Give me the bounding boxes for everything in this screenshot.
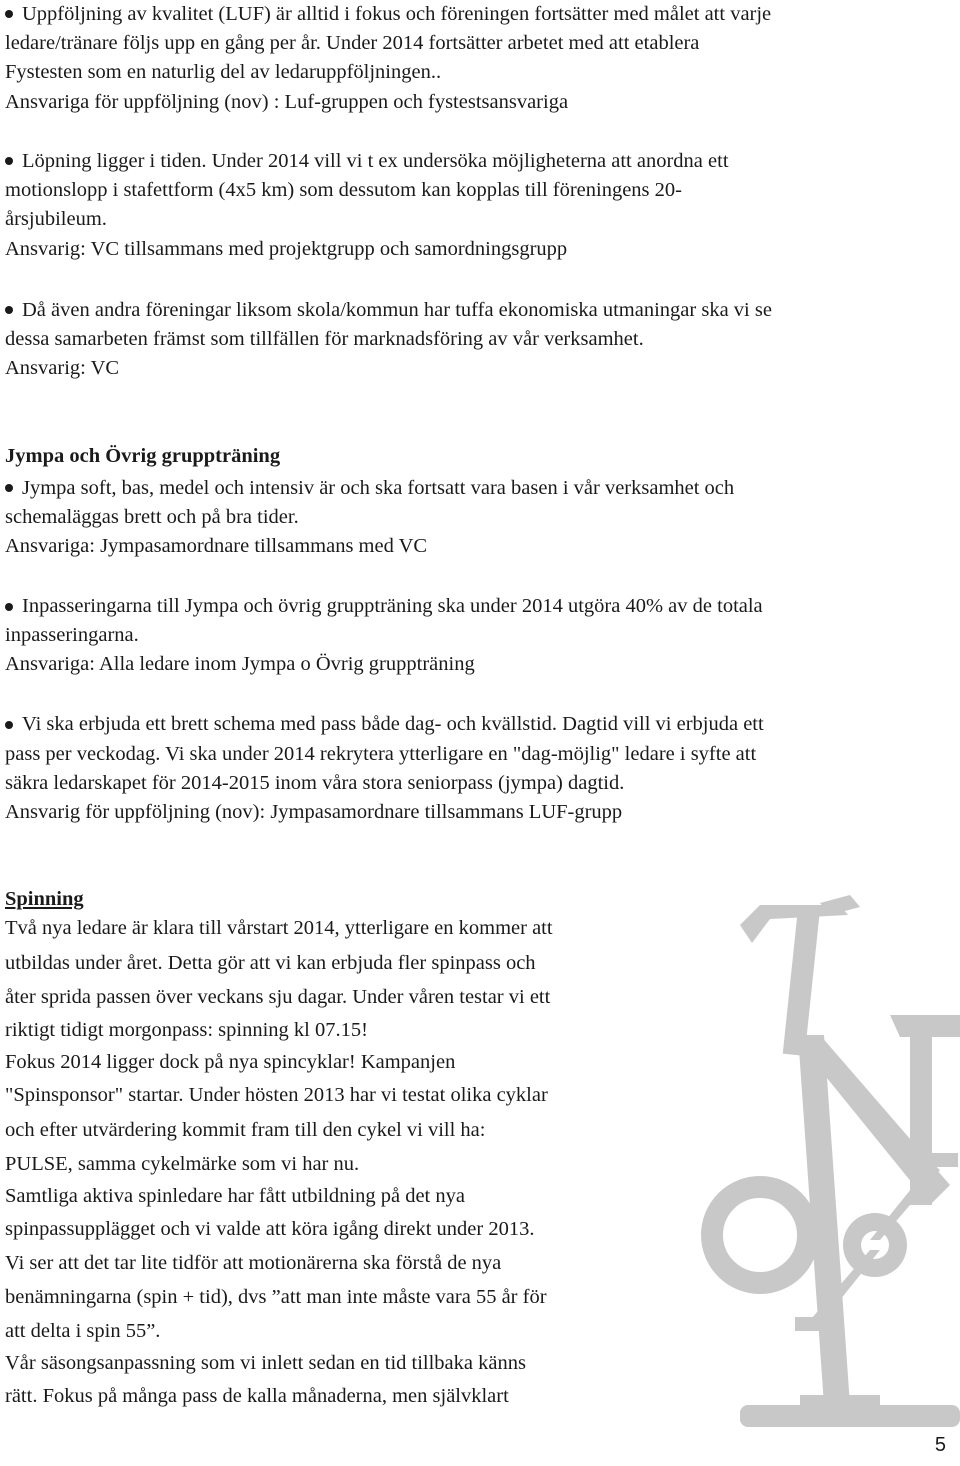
paragraph-line: Uppföljning av kvalitet (LUF) är alltid i fokus och föreningen fortsätter med målet att varje <box>22 3 772 25</box>
paragraph-line: Löpning ligger i tiden. Under 2014 vill vi t ex undersöka möjligheterna att anordna ett <box>22 150 729 172</box>
paragraph-line: Fokus 2014 ligger dock på nya spincyklar! Kampanjen <box>5 1051 456 1073</box>
paragraph-line: att delta i spin 55”. <box>5 1320 161 1342</box>
paragraph-line: Samtliga aktiva spinledare har fått utbildning på det nya <box>5 1185 465 1207</box>
bullet-icon <box>5 603 13 611</box>
paragraph-line: Ansvariga: Alla ledare inom Jympa o Övrig gruppträning <box>5 653 475 675</box>
paragraph-line: utbildas under året. Detta gör att vi kan erbjuda fler spinpass och <box>5 952 536 974</box>
paragraph-line: Två nya ledare är klara till vårstart 2014, ytterligare en kommer att <box>5 917 553 939</box>
paragraph-line: säkra ledarskapet för 2014-2015 inom våra stora seniorpass (jympa) dagtid. <box>5 772 625 794</box>
paragraph-line: Ansvarig: VC <box>5 357 120 379</box>
paragraph-line: och efter utvärdering kommit fram till den cykel vi vill ha: <box>5 1119 486 1141</box>
paragraph-line: Ansvariga: Jympasamordnare tillsammans med VC <box>5 535 428 557</box>
paragraph-line: PULSE, samma cykelmärke som vi har nu. <box>5 1153 360 1175</box>
paragraph-line: Jympa soft, bas, medel och intensiv är och ska fortsatt vara basen i vår verksamhet och <box>22 477 735 499</box>
bullet-icon <box>5 484 13 492</box>
paragraph-line: årsjubileum. <box>5 208 107 230</box>
page-number: 5 <box>934 1434 946 1456</box>
paragraph-line: Ansvarig för uppföljning (nov): Jympasamordnare tillsammans LUF-grupp <box>5 801 623 823</box>
paragraph-line: dessa samarbeten främst som tillfällen för marknadsföring av vår verksamhet. <box>5 328 644 350</box>
spin-bike-image <box>700 885 960 1445</box>
section-heading-jympa: Jympa och Övrig gruppträning <box>5 445 281 467</box>
paragraph-line: ledare/tränare följs upp en gång per år. Under 2014 fortsätter arbetet med att etablera <box>5 32 700 54</box>
paragraph-line: Vi ser att det tar lite tidför att motionärerna ska förstå de nya <box>5 1252 502 1274</box>
section-heading-spinning: Spinning <box>5 888 84 910</box>
paragraph-line: Vår säsongsanpassning som vi inlett sedan en tid tillbaka känns <box>5 1352 526 1374</box>
paragraph-line: spinpassupplägget och vi valde att köra igång direkt under 2013. <box>5 1218 535 1240</box>
paragraph-line: Fystesten som en naturlig del av ledaruppföljningen.. <box>5 61 442 83</box>
paragraph-line: pass per veckodag. Vi ska under 2014 rekrytera ytterligare en "dag-möjlig" ledare i syfte att <box>5 743 757 765</box>
paragraph-line: schemaläggas brett och på bra tider. <box>5 506 299 528</box>
paragraph-line: motionslopp i stafettform (4x5 km) som dessutom kan kopplas till föreningens 20- <box>5 179 682 201</box>
paragraph-line: Då även andra föreningar liksom skola/kommun har tuffa ekonomiska utmaningar ska vi se <box>22 299 772 321</box>
bullet-icon <box>5 10 13 18</box>
paragraph-line: inpasseringarna. <box>5 624 139 646</box>
bullet-icon <box>5 306 13 314</box>
paragraph-line: "Spinsponsor" startar. Under hösten 2013 har vi testat olika cyklar <box>5 1084 548 1106</box>
paragraph-line: riktigt tidigt morgonpass: spinning kl 07.15! <box>5 1019 368 1041</box>
paragraph-line: Inpasseringarna till Jympa och övrig gruppträning ska under 2014 utgöra 40% av de totala <box>22 595 763 617</box>
bullet-icon <box>5 721 13 729</box>
paragraph-line: benämningarna (spin + tid), dvs ”att man inte måste vara 55 år för <box>5 1286 547 1308</box>
paragraph-line: Vi ska erbjuda ett brett schema med pass både dag- och kvällstid. Dagtid vill vi erbjuda ett <box>22 713 764 735</box>
bullet-icon <box>5 157 13 165</box>
paragraph-line: Ansvariga för uppföljning (nov) : Luf-gruppen och fystestsansvariga <box>5 91 569 113</box>
paragraph-line: Ansvarig: VC tillsammans med projektgrupp och samordningsgrupp <box>5 238 568 260</box>
paragraph-line: rätt. Fokus på många pass de kalla månaderna, men självklart <box>5 1385 509 1407</box>
paragraph-line: åter sprida passen över veckans sju dagar. Under våren testar vi ett <box>5 986 551 1008</box>
